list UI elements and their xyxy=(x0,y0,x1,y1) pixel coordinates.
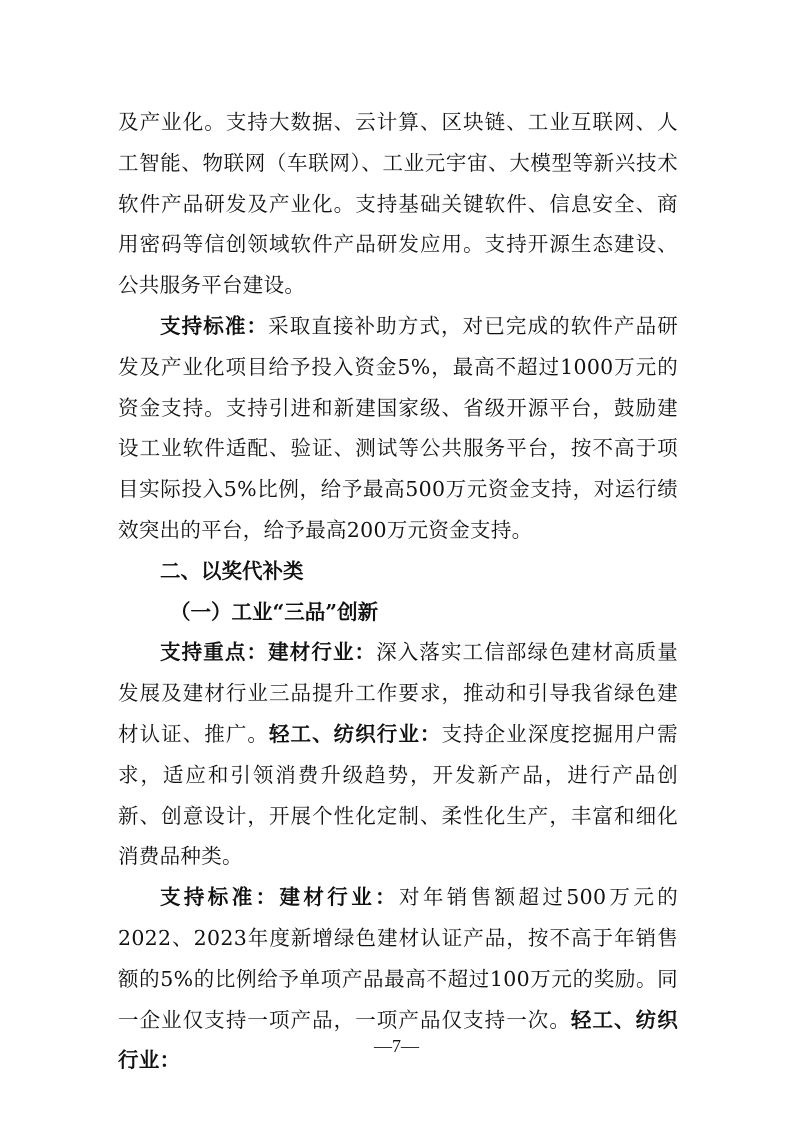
light-textile-label: 轻工、纺织行业： xyxy=(268,721,442,746)
page-number: —7— xyxy=(374,1036,419,1056)
paragraph-support-standard-software xyxy=(118,306,678,551)
support-standard-label: 支持标准： xyxy=(160,885,280,910)
support-focus-label: 支持重点： xyxy=(160,640,269,665)
section-heading-reward-subsidy: 二、以奖代补类 xyxy=(160,558,304,583)
paragraph-software-support xyxy=(118,102,678,306)
paragraph-text: 采取直接补助方式，对已完成的软件产品研发及产业化项目给予投入资金5%，最高不超过1000万元的资金支持。支持引进和新建国家级、省级开源平台，鼓励建设工业软件适配、验证、测试等公共服务平台，按不高于项目实际投入5%比例，给予最高500万元资金支持，对运行绩效突出的平台，给予最高200万元资金支持。 xyxy=(118,313,679,542)
paragraph-text: 对年销售额超过500万元的2022、2023年度新增绿色建材认证产品，按不高于年销售额的5%的比例给予单项产品最高不超过100万元的奖励。同一企业仅支持一项产品，一项产品仅支持一次。 xyxy=(118,885,679,1032)
subsection-heading-three-products: （一）工业“三品”创新 xyxy=(170,599,379,624)
paragraph-text: 深入落实工信部绿色建材高质量发展及建材行业三品提升工作要求，推动和引导我省绿色建材认证、推广。 xyxy=(118,640,679,746)
light-textile-label: 轻工、纺织行业： xyxy=(118,1007,678,1073)
paragraph-text: 支持企业深度挖掘用户需求，适应和引领消费升级趋势，开发新产品，进行产品创新、创意设计，开展个性化定制、柔性化生产，丰富和细化消费品种类。 xyxy=(118,721,678,869)
paragraph-text: 及产业化。支持大数据、云计算、区块链、工业互联网、人工智能、物联网（车联网）、工业元宇宙、大模型等新兴技术软件产品研发及产业化。支持基础关键软件、信息安全、商用密码等信创领域软件产品研发应用。支持开源生态建设、公共服务平台建设。 xyxy=(118,110,678,298)
building-materials-label: 建材行业： xyxy=(279,885,399,910)
building-materials-label: 建材行业： xyxy=(268,640,377,665)
support-standard-label: 支持标准： xyxy=(160,313,269,338)
document-body xyxy=(118,102,678,1081)
paragraph-support-focus xyxy=(118,632,678,877)
